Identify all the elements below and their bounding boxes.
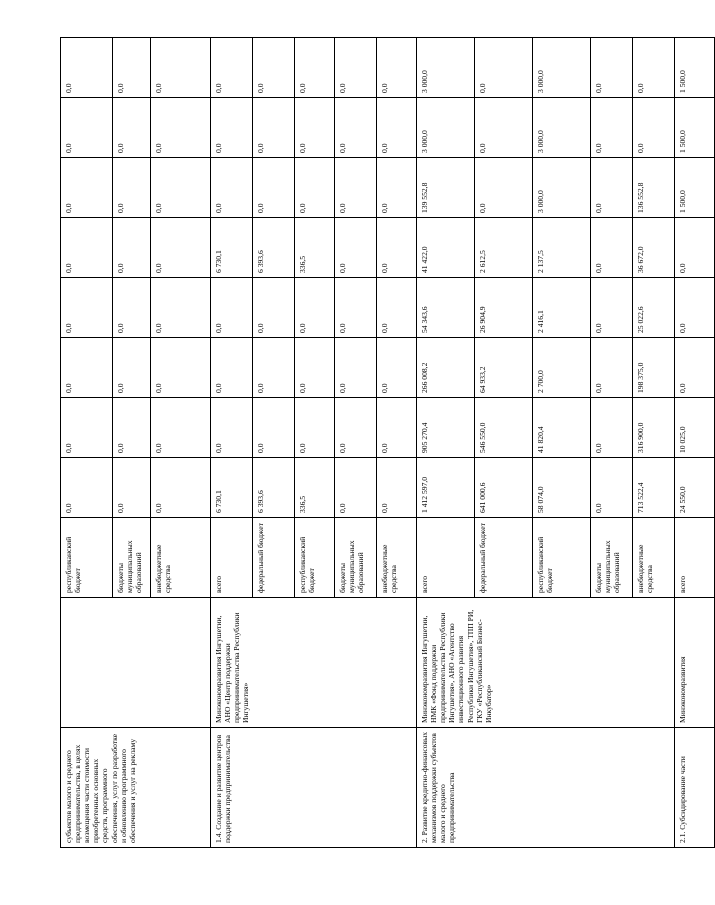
amount-cell: 1 412 597,0 — [417, 458, 475, 518]
amount-cell: 0,0 — [377, 398, 417, 458]
amount-cell: 0,0 — [61, 218, 113, 278]
amount-cell: 0,0 — [377, 278, 417, 338]
amount-cell: 0,0 — [377, 38, 417, 98]
amount-cell: 3 000,0 — [533, 38, 591, 98]
amount-cell: 3 000,0 — [417, 98, 475, 158]
amount-cell: 905 270,4 — [417, 398, 475, 458]
amount-cell: 0,0 — [591, 338, 633, 398]
amount-cell: 0,0 — [475, 158, 533, 218]
amount-cell: 0,0 — [211, 98, 253, 158]
amount-cell: 0,0 — [151, 218, 211, 278]
funding-source-cell: бюджеты муниципальных образований — [591, 518, 633, 598]
amount-cell: 0,0 — [335, 458, 377, 518]
amount-cell: 136 552,8 — [633, 158, 675, 218]
amount-cell: 0,0 — [253, 38, 295, 98]
amount-cell: 6 730,1 — [211, 218, 253, 278]
amount-cell: 0,0 — [475, 38, 533, 98]
table-row — [211, 38, 253, 848]
amount-cell: 26 904,9 — [475, 278, 533, 338]
amount-cell: 0,0 — [113, 218, 151, 278]
amount-cell: 0,0 — [295, 158, 335, 218]
amount-cell: 0,0 — [151, 278, 211, 338]
amount-cell: 0,0 — [61, 38, 113, 98]
amount-cell: 0,0 — [151, 38, 211, 98]
budget-table-body — [61, 38, 715, 848]
amount-cell: 0,0 — [475, 98, 533, 158]
funding-source-cell: всего — [675, 518, 715, 598]
amount-cell: 0,0 — [335, 98, 377, 158]
amount-cell: 641 000,6 — [475, 458, 533, 518]
amount-cell: 0,0 — [253, 338, 295, 398]
amount-cell: 0,0 — [295, 38, 335, 98]
amount-cell: 0,0 — [335, 218, 377, 278]
amount-cell: 0,0 — [675, 338, 715, 398]
amount-cell: 546 550,0 — [475, 398, 533, 458]
funding-source-cell: республиканский бюджет — [533, 518, 591, 598]
budget-table — [60, 37, 715, 848]
amount-cell: 0,0 — [211, 338, 253, 398]
amount-cell: 0,0 — [335, 38, 377, 98]
amount-cell: 54 343,6 — [417, 278, 475, 338]
amount-cell: 2 700,0 — [533, 338, 591, 398]
amount-cell: 3 000,0 — [533, 98, 591, 158]
amount-cell: 198 375,0 — [633, 338, 675, 398]
amount-cell: 64 933,2 — [475, 338, 533, 398]
executor-cell — [61, 598, 211, 728]
amount-cell: 2 612,5 — [475, 218, 533, 278]
funding-source-cell: внебюджетные средства — [377, 518, 417, 598]
amount-cell: 25 022,6 — [633, 278, 675, 338]
amount-cell: 6 393,6 — [253, 218, 295, 278]
funding-source-cell: внебюджетные средства — [151, 518, 211, 598]
amount-cell: 0,0 — [113, 278, 151, 338]
amount-cell: 0,0 — [377, 158, 417, 218]
amount-cell: 0,0 — [591, 98, 633, 158]
amount-cell: 0,0 — [335, 338, 377, 398]
amount-cell: 0,0 — [377, 338, 417, 398]
amount-cell: 336,5 — [295, 458, 335, 518]
amount-cell: 58 074,0 — [533, 458, 591, 518]
amount-cell: 1 500,0 — [675, 38, 715, 98]
amount-cell: 0,0 — [61, 458, 113, 518]
amount-cell: 0,0 — [113, 398, 151, 458]
amount-cell: 336,5 — [295, 218, 335, 278]
amount-cell: 0,0 — [675, 218, 715, 278]
amount-cell: 0,0 — [113, 158, 151, 218]
amount-cell: 0,0 — [113, 38, 151, 98]
amount-cell: 0,0 — [61, 158, 113, 218]
amount-cell: 0,0 — [295, 98, 335, 158]
amount-cell: 0,0 — [61, 278, 113, 338]
amount-cell: 139 552,8 — [417, 158, 475, 218]
amount-cell: 0,0 — [295, 398, 335, 458]
amount-cell: 0,0 — [591, 458, 633, 518]
activity-cell: 2. Развитие кредитно-финансовых механизмов поддержки субъектов малого и среднего предпринимательства — [417, 728, 675, 848]
amount-cell: 2 416,1 — [533, 278, 591, 338]
activity-cell: субъектов малого и среднего предпринимательства, в целях возмещения части стоимости приобретенных основных средств, программного обеспечения, услуг по разработке и обновлению программного обеспечения и услуг на рекламу — [61, 728, 211, 848]
amount-cell: 36 672,0 — [633, 218, 675, 278]
funding-source-cell: всего — [417, 518, 475, 598]
activity-cell: 2.1. Субсидирование части — [675, 728, 715, 848]
amount-cell: 0,0 — [253, 398, 295, 458]
amount-cell: 0,0 — [591, 278, 633, 338]
funding-source-cell: республиканский бюджет — [61, 518, 113, 598]
amount-cell: 6 393,6 — [253, 458, 295, 518]
amount-cell: 0,0 — [295, 338, 335, 398]
funding-source-cell: всего — [211, 518, 253, 598]
amount-cell: 0,0 — [377, 458, 417, 518]
amount-cell: 0,0 — [675, 278, 715, 338]
amount-cell: 0,0 — [211, 278, 253, 338]
amount-cell: 6 730,1 — [211, 458, 253, 518]
amount-cell: 3 000,0 — [417, 38, 475, 98]
executor-cell: Минэкономразвития Ингушетии, НМК «Фонд поддержки предпринимательства Республики Ингушетия», АНО «Агентство инвестиционного развития Республики Ингушетия», ТПП РИ, ГКУ «Республиканский Бизнес-Инкубатор» — [417, 598, 675, 728]
amount-cell: 10 025,0 — [675, 398, 715, 458]
amount-cell: 0,0 — [377, 218, 417, 278]
amount-cell: 0,0 — [335, 158, 377, 218]
funding-source-cell: бюджеты муниципальных образований — [113, 518, 151, 598]
executor-cell: Минэкономразвития Ингушетии, АНО «Центр поддержки предпринимательства Республики Ингушетия» — [211, 598, 417, 728]
amount-cell: 0,0 — [151, 398, 211, 458]
table-row — [675, 38, 715, 848]
amount-cell: 0,0 — [591, 218, 633, 278]
activity-cell: 1.4. Создание и развитие центров поддержки предпринимательства — [211, 728, 417, 848]
amount-cell: 0,0 — [61, 98, 113, 158]
table-row — [417, 38, 475, 848]
executor-cell: Минэкономразвития — [675, 598, 715, 728]
amount-cell: 0,0 — [113, 98, 151, 158]
amount-cell: 3 000,0 — [533, 158, 591, 218]
amount-cell: 41 422,0 — [417, 218, 475, 278]
amount-cell: 0,0 — [591, 398, 633, 458]
amount-cell: 0,0 — [211, 38, 253, 98]
amount-cell: 0,0 — [335, 398, 377, 458]
table-row — [61, 38, 113, 848]
amount-cell: 0,0 — [633, 98, 675, 158]
amount-cell: 0,0 — [151, 458, 211, 518]
amount-cell: 0,0 — [591, 158, 633, 218]
amount-cell: 41 820,4 — [533, 398, 591, 458]
amount-cell: 2 137,5 — [533, 218, 591, 278]
amount-cell: 0,0 — [295, 278, 335, 338]
amount-cell: 0,0 — [591, 38, 633, 98]
amount-cell: 316 900,0 — [633, 398, 675, 458]
funding-source-cell: федеральный бюджет — [475, 518, 533, 598]
amount-cell: 0,0 — [253, 278, 295, 338]
amount-cell: 0,0 — [211, 158, 253, 218]
amount-cell: 0,0 — [211, 398, 253, 458]
amount-cell: 0,0 — [151, 338, 211, 398]
rotated-table-wrapper — [60, 38, 687, 848]
funding-source-cell: федеральный бюджет — [253, 518, 295, 598]
amount-cell: 266 008,2 — [417, 338, 475, 398]
amount-cell: 1 500,0 — [675, 98, 715, 158]
amount-cell: 0,0 — [253, 158, 295, 218]
amount-cell: 0,0 — [61, 398, 113, 458]
amount-cell: 0,0 — [151, 98, 211, 158]
amount-cell: 0,0 — [113, 338, 151, 398]
amount-cell: 0,0 — [253, 98, 295, 158]
amount-cell: 1 500,0 — [675, 158, 715, 218]
amount-cell: 24 550,0 — [675, 458, 715, 518]
funding-source-cell: внебюджетные средства — [633, 518, 675, 598]
amount-cell: 713 522,4 — [633, 458, 675, 518]
amount-cell: 0,0 — [377, 98, 417, 158]
funding-source-cell: республиканский бюджет — [295, 518, 335, 598]
funding-source-cell: бюджеты муниципальных образований — [335, 518, 377, 598]
amount-cell: 0,0 — [151, 158, 211, 218]
amount-cell: 0,0 — [113, 458, 151, 518]
amount-cell: 0,0 — [335, 278, 377, 338]
amount-cell: 0,0 — [633, 38, 675, 98]
amount-cell: 0,0 — [61, 338, 113, 398]
